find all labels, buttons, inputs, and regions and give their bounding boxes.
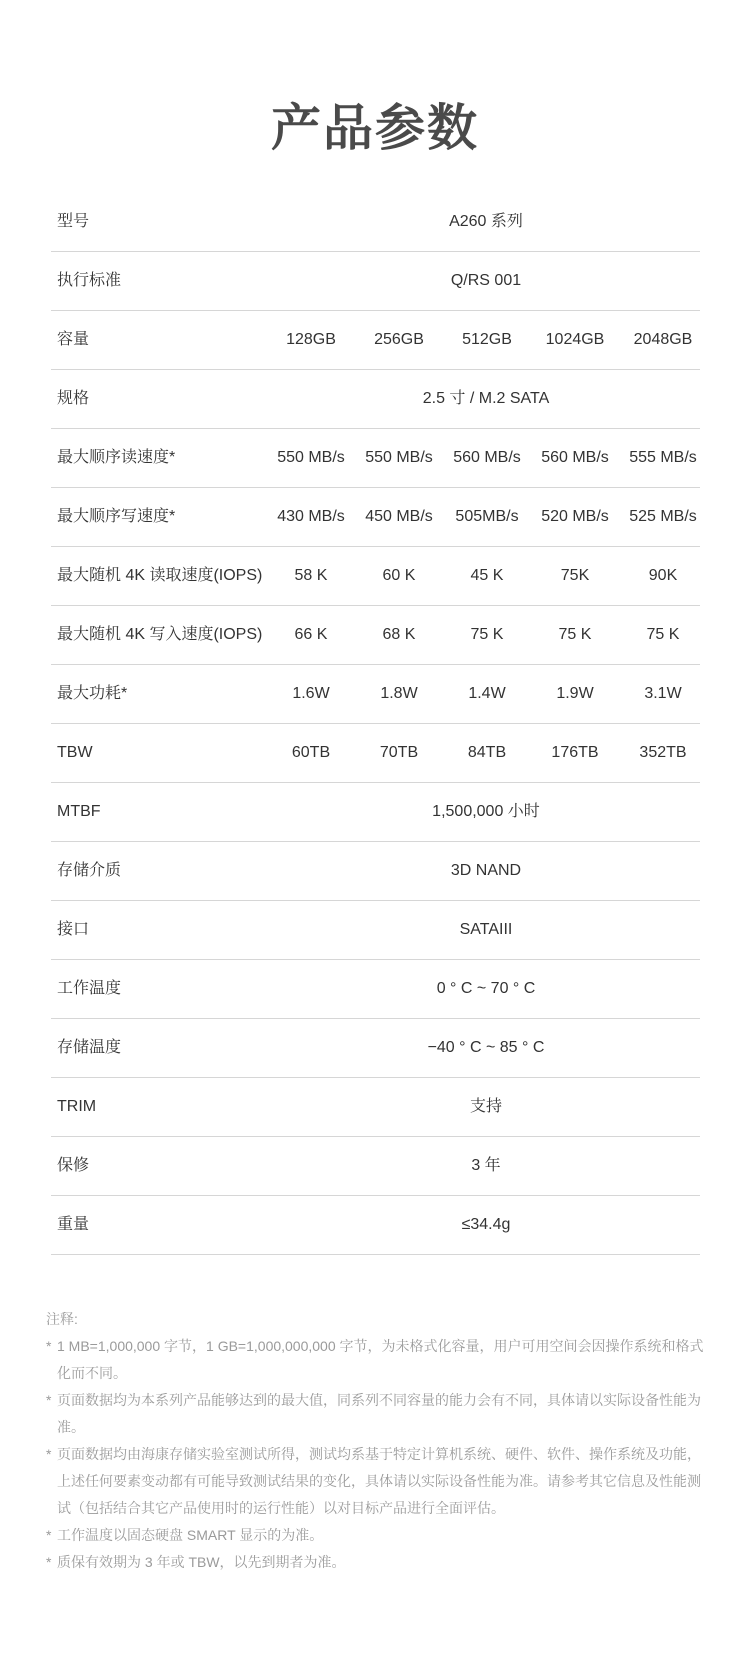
spec-value: 2.5 寸 / M.2 SATA	[422, 390, 550, 407]
spec-value-cell: 70TB	[379, 744, 419, 761]
spec-row	[51, 488, 700, 547]
spec-value-cell: 176TB	[551, 744, 599, 761]
spec-value-cell: 66 K	[294, 626, 328, 643]
page-title: 产品参数	[271, 99, 479, 157]
spec-row	[51, 370, 700, 429]
spec-value-cell: 58 K	[294, 567, 328, 584]
spec-label: 执行标准	[57, 272, 122, 289]
spec-label: 存储介质	[57, 862, 122, 879]
note-item	[46, 1333, 706, 1387]
spec-value-cell: 505MB/s	[455, 508, 519, 525]
spec-value-cell: 45 K	[470, 567, 504, 584]
note-bullet: *	[46, 1338, 52, 1354]
spec-value: Q/RS 001	[450, 272, 522, 289]
spec-value-cell: 256GB	[374, 331, 424, 348]
spec-row	[51, 1137, 700, 1196]
notes-heading: 注释:	[46, 1311, 78, 1327]
note-text: 工作温度以固态硬盘 SMART 显示的为准。	[57, 1527, 324, 1543]
spec-label: 存储温度	[57, 1039, 122, 1056]
note-item	[46, 1522, 706, 1549]
spec-value-cell: 60 K	[382, 567, 416, 584]
spec-row	[51, 193, 700, 252]
spec-value: 支持	[469, 1098, 502, 1115]
spec-value-cell: 90K	[648, 567, 678, 584]
note-item	[46, 1441, 706, 1522]
spec-row	[51, 665, 700, 724]
spec-row	[51, 724, 700, 783]
spec-value-cell: 550 MB/s	[277, 449, 345, 466]
spec-label: 容量	[57, 331, 90, 348]
spec-values	[267, 488, 707, 546]
spec-value-cell: 84TB	[467, 744, 507, 761]
spec-value-cell: 128GB	[286, 331, 336, 348]
spec-value-cell: 512GB	[462, 331, 512, 348]
spec-values	[267, 665, 707, 723]
spec-row	[51, 606, 700, 665]
spec-value: −40 ° C ~ 85 ° C	[427, 1039, 545, 1056]
spec-value-cell: 2048GB	[633, 331, 693, 348]
note-text: 页面数据均由海康存储实验室测试所得，测试均系基于特定计算机系统、硬件、软件、操作系统及功能，上述任何要素变动都有可能导致测试结果的变化，具体请以实际设备性能为准。请参考其它信息及性能测试（包括结合其它产品使用时的运行性能）以对目标产品进行全面评估。	[57, 1446, 701, 1516]
spec-value-cell: 75K	[560, 567, 590, 584]
spec-row	[51, 960, 700, 1019]
spec-value-cell: 1.9W	[556, 685, 594, 702]
spec-value-cell: 3.1W	[644, 685, 682, 702]
spec-value-cell: 1024GB	[545, 331, 605, 348]
spec-label: 保修	[57, 1157, 90, 1174]
spec-label: 最大随机 4K 写入速度(IOPS)	[57, 626, 263, 643]
spec-values	[267, 724, 707, 782]
note-item	[46, 1549, 706, 1576]
spec-row	[51, 547, 700, 606]
spec-value: 1,500,000 小时	[432, 803, 540, 820]
note-bullet: *	[46, 1527, 52, 1543]
spec-value-cell: 560 MB/s	[453, 449, 521, 466]
spec-value-cell: 520 MB/s	[541, 508, 609, 525]
spec-values	[267, 547, 707, 605]
spec-row	[51, 1196, 700, 1255]
spec-value-cell: 560 MB/s	[541, 449, 609, 466]
spec-value-cell: 75 K	[470, 626, 504, 643]
spec-value: 3D NAND	[450, 862, 522, 879]
spec-values	[267, 606, 707, 664]
spec-label: 规格	[57, 390, 90, 407]
spec-row	[51, 1019, 700, 1078]
spec-value-cell: 352TB	[639, 744, 687, 761]
spec-values	[267, 311, 707, 369]
spec-row	[51, 311, 700, 370]
spec-row	[51, 1078, 700, 1137]
spec-label: 工作温度	[57, 980, 122, 997]
spec-label: MTBF	[57, 803, 101, 820]
spec-value-cell: 1.8W	[380, 685, 418, 702]
spec-value: ≤34.4g	[461, 1216, 511, 1233]
spec-label: 最大顺序读速度*	[57, 449, 176, 466]
spec-row	[51, 783, 700, 842]
spec-label: TBW	[57, 744, 93, 761]
spec-value-cell: 68 K	[382, 626, 416, 643]
spec-row	[51, 429, 700, 488]
notes-section	[46, 1306, 706, 1576]
spec-value: A260 系列	[449, 213, 523, 230]
spec-label: 最大功耗*	[57, 685, 128, 702]
spec-value-cell: 525 MB/s	[629, 508, 697, 525]
spec-row	[51, 252, 700, 311]
spec-label: 接口	[57, 921, 90, 938]
spec-value-cell: 1.6W	[292, 685, 330, 702]
spec-values	[267, 429, 707, 487]
spec-label: TRIM	[57, 1098, 97, 1115]
spec-value: 3 年	[471, 1157, 501, 1174]
note-text: 质保有效期为 3 年或 TBW，以先到期者为准。	[57, 1554, 346, 1570]
spec-label: 最大随机 4K 读取速度(IOPS)	[57, 567, 263, 584]
spec-label: 最大顺序写速度*	[57, 508, 176, 525]
spec-value: 0 ° C ~ 70 ° C	[436, 980, 536, 997]
note-text: 1 MB=1,000,000 字节，1 GB=1,000,000,000 字节，为未格式化容量，用户可用空间会因操作系统和格式化而不同。	[57, 1338, 704, 1381]
spec-value-cell: 75 K	[558, 626, 592, 643]
spec-value-cell: 430 MB/s	[277, 508, 345, 525]
spec-value-cell: 450 MB/s	[365, 508, 433, 525]
spec-value-cell: 60TB	[291, 744, 331, 761]
note-bullet: *	[46, 1446, 52, 1462]
spec-value-cell: 555 MB/s	[629, 449, 697, 466]
spec-value-cell: 75 K	[646, 626, 680, 643]
note-bullet: *	[46, 1392, 52, 1408]
note-text: 页面数据均为本系列产品能够达到的最大值，同系列不同容量的能力会有不同，具体请以实际设备性能为准。	[57, 1392, 701, 1435]
note-bullet: *	[46, 1554, 52, 1570]
spec-table	[51, 193, 700, 1255]
spec-value-cell: 550 MB/s	[365, 449, 433, 466]
note-item	[46, 1387, 706, 1441]
spec-value-cell: 1.4W	[468, 685, 506, 702]
spec-row	[51, 842, 700, 901]
spec-label: 重量	[57, 1216, 90, 1233]
spec-label: 型号	[57, 213, 90, 230]
spec-value: SATAIII	[459, 921, 513, 938]
spec-row	[51, 901, 700, 960]
